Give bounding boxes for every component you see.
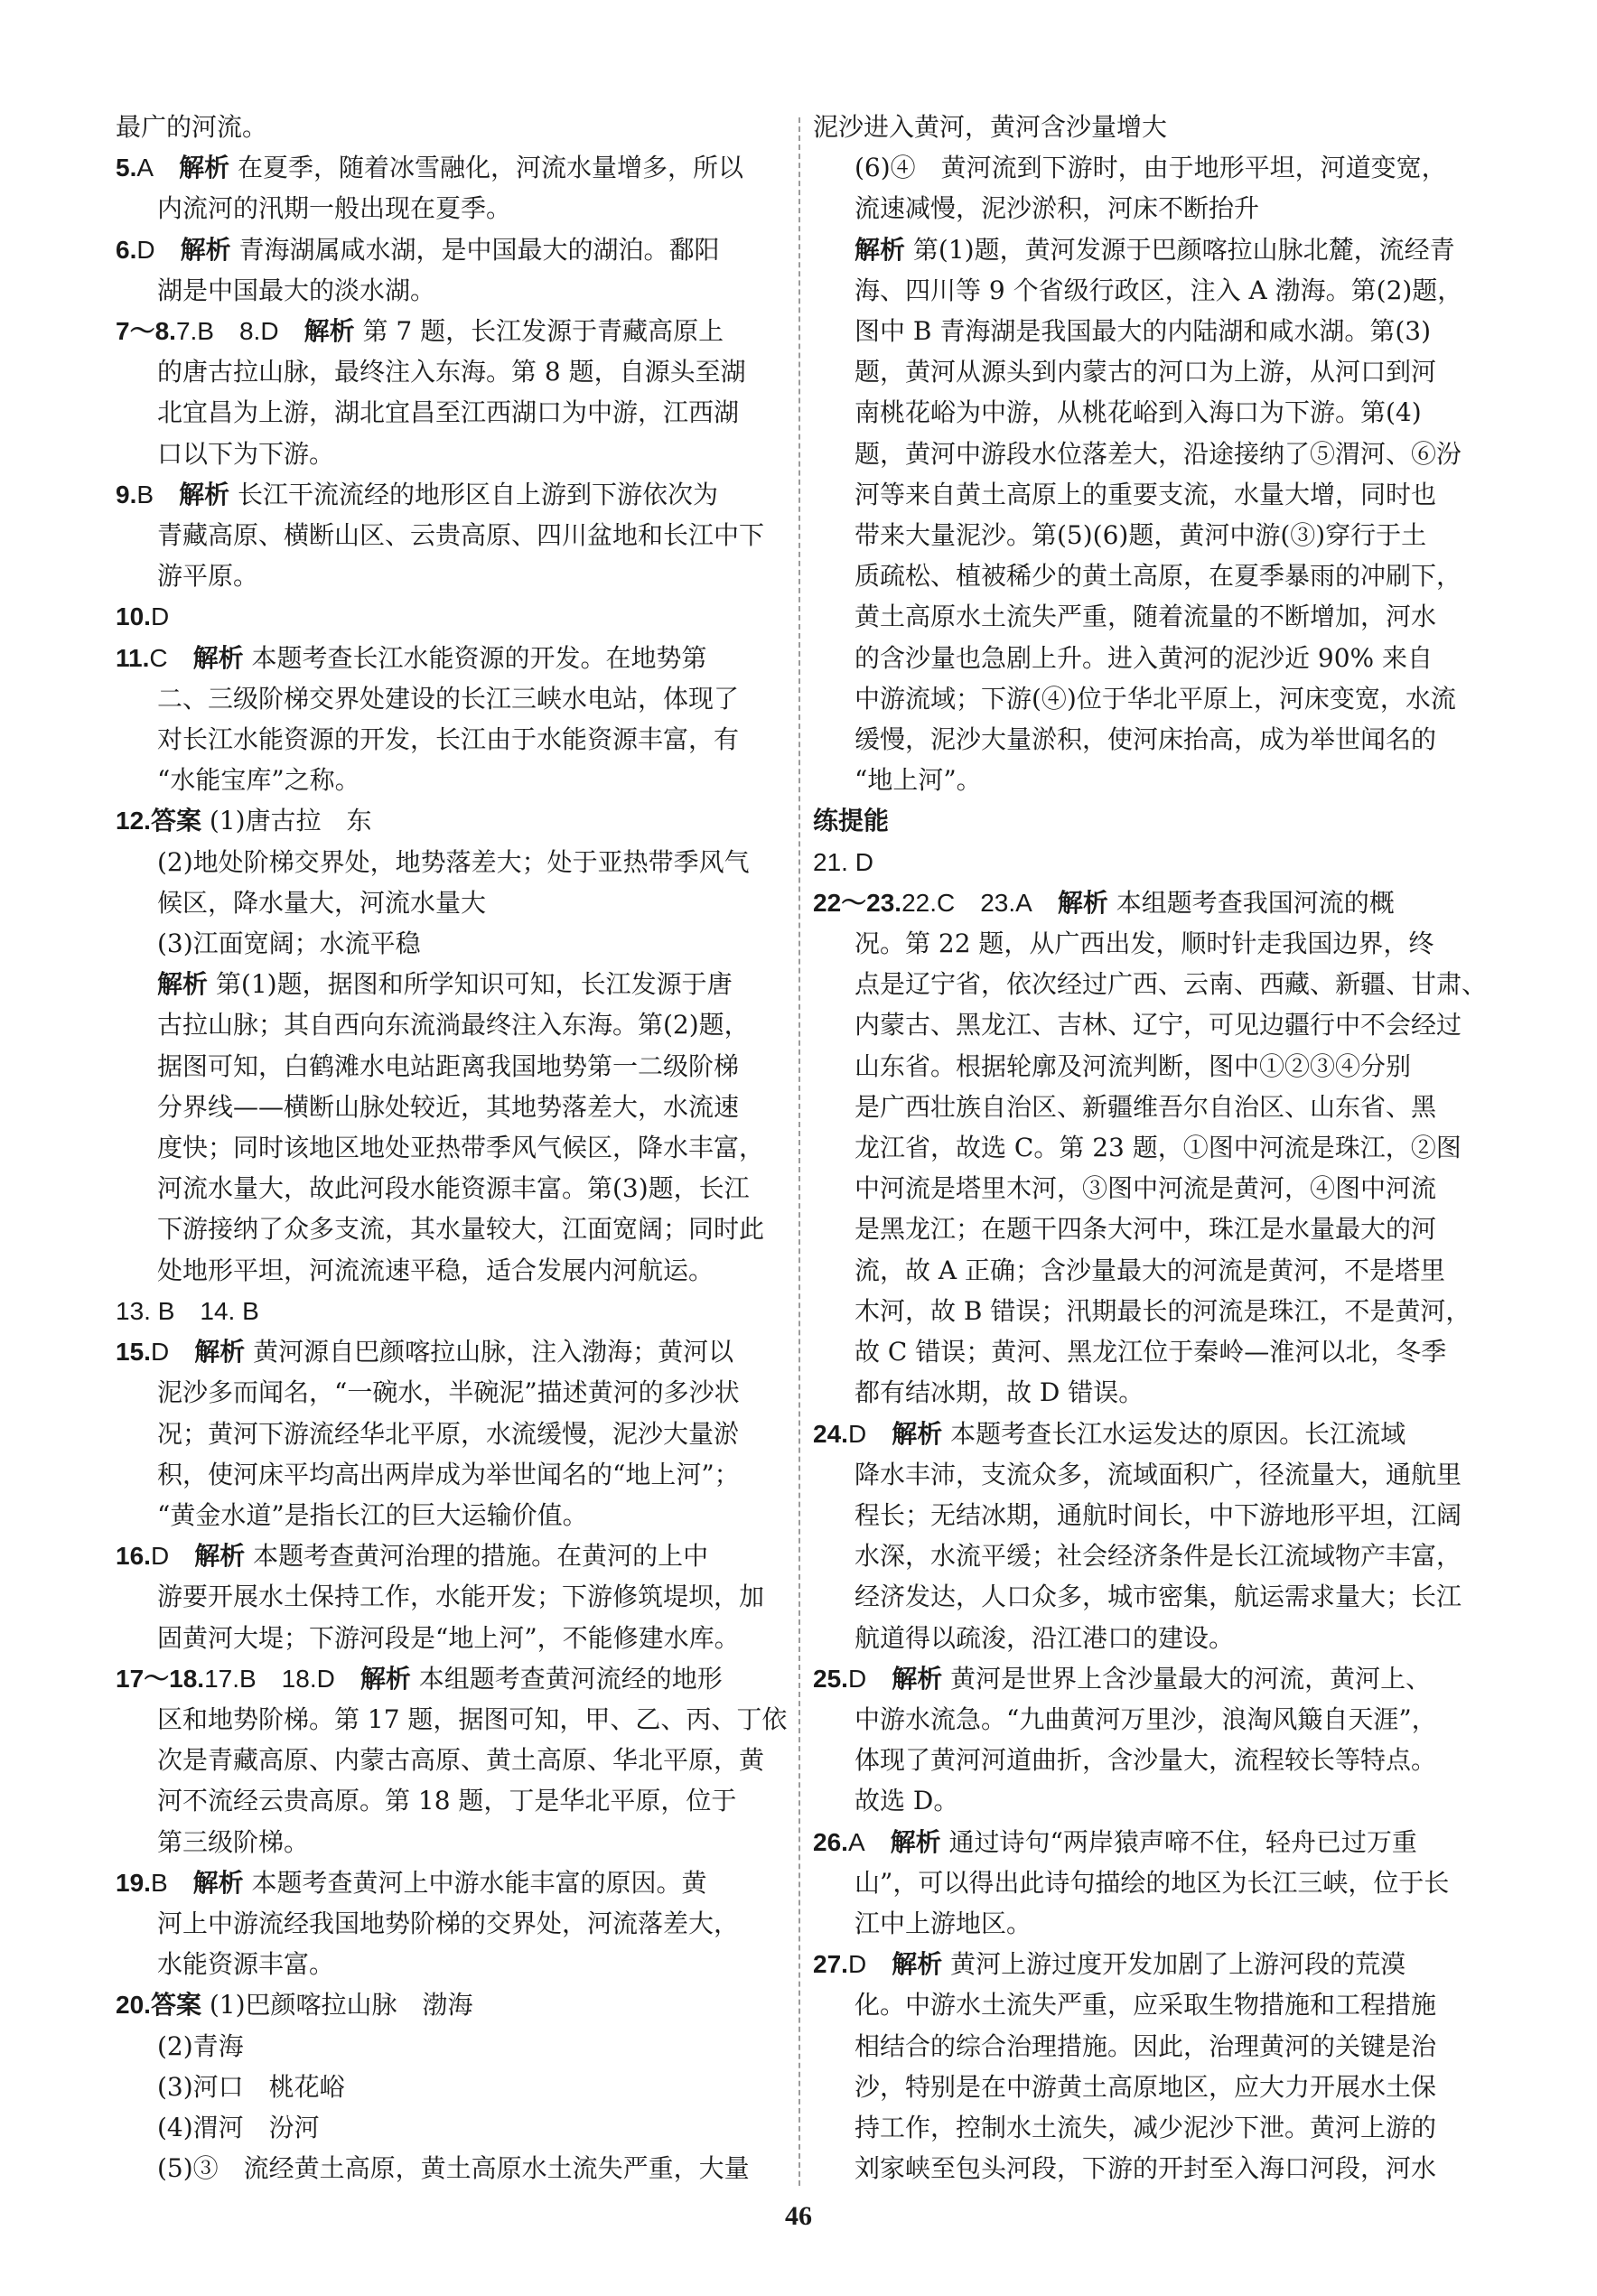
explanation-label: 解析 <box>157 969 209 1000</box>
question-number: 5. <box>116 154 137 182</box>
explanation-line: 积，使河床平均高出两岸成为举世闻名的“地上河”； <box>157 1459 740 1489</box>
answer-first-line: 19.B 解析 本题考查黄河上中游水能丰富的原因。黄 <box>116 1867 707 1898</box>
explanation-line: 古拉山脉；其自西向东流淌最终注入东海。第(2)题， <box>157 1010 750 1041</box>
explanation-line: 水深，水流平缓；社会经济条件是长江流域物产丰富， <box>855 1541 1462 1572</box>
question-number: 15. <box>116 1338 151 1367</box>
explanation-line: 第三级阶梯。 <box>157 1826 310 1857</box>
question-number: 9. <box>116 480 137 509</box>
explanation-line: 程长；无结冰期，通航时间长，中下游地形平坦，江阔 <box>855 1499 1462 1530</box>
answer-choice: D <box>136 235 155 264</box>
question-number: 7～8. <box>116 317 176 346</box>
answer-line: (3)江面宽阔；水流平稳 <box>157 929 421 959</box>
answer-first-line: 26.A 解析 通过诗句“两岸猿声啼不住，轻舟已过万重 <box>813 1826 1417 1857</box>
explanation-line: 龙江省，故选 C。第 23 题，①图中河流是珠江，②图 <box>855 1133 1462 1163</box>
explanation-line: 降水丰沛，支流众多，流域面积广，径流量大，通航里 <box>855 1459 1462 1489</box>
explanation-label: 解析 <box>892 1418 943 1449</box>
explanation-line: 刘家峡至包头河段，下游的开封至入海口河段，河水 <box>855 2153 1437 2184</box>
question-number: 25. <box>813 1664 848 1693</box>
answer-line: (2)地处阶梯交界处，地势落差大；处于亚热带季风气 <box>157 846 750 877</box>
answer-choice: 22.C 23.A <box>901 888 1032 917</box>
answer-line: (6)④ 黄河流到下游时，由于地形平坦，河道变宽， <box>855 153 1447 183</box>
explanation-line: 解析 第(1)题，据图和所学知识可知，长江发源于唐 <box>157 969 733 1000</box>
explanation-line: 泥沙多而闻名，“一碗水，半碗泥”描述黄河的多沙状 <box>157 1377 740 1408</box>
answer-item-q20 <box>116 1984 811 2189</box>
explanation-line: 海、四川等 9 个省级行政区，注入 A 渤海。第(2)题， <box>855 275 1463 305</box>
explanation-line: 持工作，控制水土流失，减少泥沙下泄。黄河上游的 <box>855 2112 1437 2142</box>
explanation-label: 解析 <box>179 479 230 509</box>
answer-first-line: 17～18.17.B 18.D 解析 本组题考查黄河流经的地形 <box>116 1663 723 1694</box>
explanation-line: 度快；同时该地区地处亚热带季风气候区，降水丰富， <box>157 1133 765 1163</box>
answer-item-q6 <box>116 229 811 311</box>
question-number: 11. <box>116 643 150 672</box>
answer-first-line: 27.D 解析 黄河上游过度开发加剧了上游河段的荒漠 <box>813 1949 1406 1980</box>
explanation-line: 题，黄河从源头到内蒙古的河口为上游，从河口到河 <box>855 357 1437 387</box>
question-number: 22～23. <box>813 888 902 917</box>
explanation-line: 质疏松、植被稀少的黄土高原，在夏季暴雨的冲刷下， <box>855 561 1462 592</box>
answer-item-sec <box>813 800 1508 841</box>
explanation-line: 游平原。 <box>157 561 259 592</box>
answer-choice: D <box>847 1950 867 1979</box>
answer-first-line: 12.答案 (1)唐古拉 东 <box>116 806 372 836</box>
explanation-line: 况；黄河下游流经华北平原，水流缓慢，泥沙大量淤 <box>157 1418 740 1449</box>
answer-line: 最广的河流。 <box>116 112 268 142</box>
explanation-label: 解析 <box>890 1826 941 1857</box>
answer-item-q5 <box>116 147 811 229</box>
explanation-line: 故 C 错误；黄河、黑龙江位于秦岭—淮河以北，冬季 <box>855 1337 1447 1367</box>
explanation-line: 带来大量泥沙。第(5)(6)题，黄河中游(③)穿行于土 <box>855 520 1427 551</box>
answer-item-q27 <box>813 1944 1508 2189</box>
answer-item-q24 <box>813 1414 1508 1658</box>
explanation-label: 解析 <box>360 1663 411 1694</box>
explanation-line: 河等来自黄土高原上的重要支流，水量大增，同时也 <box>855 479 1437 509</box>
explanation-line: 航道得以疏浚，沿江港口的建设。 <box>855 1622 1235 1653</box>
explanation-line: 沙，特别是在中游黄土高原地区，应大力开展水土保 <box>855 2071 1437 2102</box>
explanation-line: 南桃花峪为中游，从桃花峪到入海口为下游。第(4) <box>855 397 1422 428</box>
explanation-line: 河上中游流经我国地势阶梯的交界处，河流落差大， <box>157 1908 740 1938</box>
explanation-line: 题，黄河中游段水位落差大，沿途接纳了⑤渭河、⑥汾 <box>855 438 1462 469</box>
answer-first-line: 24.D 解析 本题考查长江水运发达的原因。长江流域 <box>813 1418 1406 1449</box>
explanation-line: 二、三级阶梯交界处建设的长江三峡水电站，体现了 <box>157 683 740 714</box>
explanation-line: 据图可知，白鹤滩水电站距离我国地势第一二级阶梯 <box>157 1050 740 1081</box>
explanation-line: 湖是中国最大的淡水湖。 <box>157 275 436 305</box>
explanation-line: 化。中游水土流失严重，应采取生物措施和工程措施 <box>855 1990 1437 2021</box>
answer-choice: D <box>847 1419 867 1448</box>
explanation-label: 解析 <box>1057 887 1108 918</box>
explanation-label: 解析 <box>855 234 906 265</box>
answer-item-q1314 <box>116 1291 811 1331</box>
question-number: 19. <box>116 1868 151 1897</box>
explanation-label: 解析 <box>192 642 244 673</box>
answer-item-q16 <box>116 1535 811 1658</box>
answer-item-q12 <box>116 800 811 1290</box>
explanation-line: 经济发达，人口众多，城市密集，航运需求量大；长江 <box>855 1582 1462 1612</box>
section-heading: 练提能 <box>813 806 890 836</box>
answer-item-q26 <box>813 1822 1508 1945</box>
left-column <box>116 107 811 2189</box>
answer-first-line: 5.A 解析 在夏季，随着冰雪融化，河流水量增多，所以 <box>116 153 743 183</box>
answer-item-q19 <box>116 1862 811 1985</box>
answer-item-q78 <box>116 311 811 474</box>
answer-choice: A <box>136 154 154 182</box>
answer-label: 答案 <box>150 806 201 836</box>
question-number: 27. <box>813 1950 848 1979</box>
explanation-line: 流，故 A 正确；含沙量最大的河流是黄河，不是塔里 <box>855 1255 1446 1285</box>
explanation-line: 口以下为下游。 <box>157 438 335 469</box>
explanation-line: 分界线——横断山脉处较近，其地势落差大，水流速 <box>157 1091 740 1122</box>
explanation-label: 解析 <box>304 316 355 347</box>
explanation-line: 下游接纳了众多支流，其水量较大，江面宽阔；同时此 <box>157 1214 765 1245</box>
answer-line: 13. B 14. B <box>116 1296 259 1325</box>
answer-first-line: 9.B 解析 长江干流流经的地形区自上游到下游依次为 <box>116 479 718 509</box>
answer-first-line: 15.D 解析 黄河源自巴颜喀拉山脉，注入渤海；黄河以 <box>116 1337 734 1367</box>
answer-line: (4)渭河 汾河 <box>157 2112 320 2142</box>
answer-label: 答案 <box>150 1990 201 2021</box>
answer-choice: A <box>847 1827 865 1856</box>
answer-choice: 17.B 18.D <box>204 1664 335 1693</box>
explanation-line: “地上河”。 <box>855 765 982 796</box>
answer-first-line: 7～8.7.B 8.D 解析 第 7 题，长江发源于青藏高原上 <box>116 316 724 347</box>
question-number: 17～18. <box>116 1664 205 1693</box>
explanation-line: 木河，故 B 错误；汛期最长的河流是珠江，不是黄河， <box>855 1295 1471 1326</box>
explanation-line: 相结合的综合治理措施。因此，治理黄河的关键是治 <box>855 2030 1437 2061</box>
answer-item-r20jx <box>813 229 1508 801</box>
explanation-label: 解析 <box>892 1663 943 1694</box>
explanation-label: 解析 <box>179 153 230 183</box>
answer-item-r0 <box>813 107 1508 229</box>
question-number: 26. <box>813 1827 848 1856</box>
question-number: 10. <box>116 602 151 631</box>
answer-choice: B <box>136 480 154 509</box>
explanation-line: 都有结冰期，故 D 错误。 <box>855 1377 1144 1408</box>
explanation-line: 青藏高原、横断山区、云贵高原、四川盆地和长江中下 <box>157 520 765 551</box>
answer-choice: B <box>150 1868 168 1897</box>
explanation-line: 次是青藏高原、内蒙古高原、黄土高原、华北平原，黄 <box>157 1745 765 1776</box>
answer-first-line: 11.C 解析 本题考查长江水能资源的开发。在地势第 <box>116 642 707 673</box>
question-number: 6. <box>116 235 137 264</box>
answer-choice: D <box>150 602 170 631</box>
explanation-line: 内蒙古、黑龙江、吉林、辽宁，可见边疆行中不会经过 <box>855 1010 1462 1041</box>
question-number: 16. <box>116 1542 151 1571</box>
explanation-line: 游要开展水土保持工作，水能开发；下游修筑堤坝，加 <box>157 1582 765 1612</box>
answer-first-line: 16.D 解析 本题考查黄河治理的措施。在黄河的上中 <box>116 1541 709 1572</box>
explanation-line: 区和地势阶梯。第 17 题，据图可知，甲、乙、丙、丁依 <box>157 1703 788 1734</box>
explanation-line: 江中上游地区。 <box>855 1908 1032 1938</box>
answer-choice: D <box>150 1338 170 1367</box>
column-divider <box>798 117 800 2186</box>
answer-first-line <box>116 596 811 637</box>
explanation-line: 是广西壮族自治区、新疆维吾尔自治区、山东省、黑 <box>855 1091 1437 1122</box>
right-column <box>813 107 1508 2189</box>
explanation-line: 山”，可以得出此诗句描绘的地区为长江三峡，位于长 <box>855 1867 1450 1898</box>
answer-item-q25 <box>813 1658 1508 1822</box>
answer-item-q15 <box>116 1331 811 1535</box>
answer-line: 泥沙进入黄河，黄河含沙量增大 <box>813 112 1168 142</box>
explanation-line: 况。第 22 题，从广西出发，顺时针走我国边界，终 <box>855 929 1434 959</box>
explanation-line: 固黄河大堤；下游河段是“地上河”，不能修建水库。 <box>157 1622 740 1653</box>
explanation-line: 内流河的汛期一般出现在夏季。 <box>157 193 512 224</box>
explanation-line: “水能宝库”之称。 <box>157 765 360 796</box>
answer-line: (3)河口 桃花峪 <box>157 2071 345 2102</box>
explanation-line: “黄金水道”是指长江的巨大运输价值。 <box>157 1499 588 1530</box>
explanation-label: 解析 <box>892 1949 943 1980</box>
answer-item-q9 <box>116 474 811 597</box>
answer-choice: D <box>847 1664 867 1693</box>
explanation-line: 解析 第(1)题，黄河发源于巴颜喀拉山脉北麓，流经青 <box>855 234 1455 265</box>
explanation-line: 缓慢，泥沙大量淤积，使河床抬高，成为举世闻名的 <box>855 724 1437 755</box>
question-number: 24. <box>813 1419 848 1448</box>
answer-item-q21 <box>813 842 1508 882</box>
explanation-line: 山东省。根据轮廓及河流判断，图中①②③④分别 <box>855 1050 1412 1081</box>
answer-first-line: 20.答案 (1)巴颜喀拉山脉 渤海 <box>116 1990 473 2021</box>
answer-item-q11 <box>116 638 811 801</box>
page-number: 46 <box>785 2201 812 2231</box>
explanation-label: 解析 <box>194 1541 246 1572</box>
answer-choice: D <box>150 1542 170 1571</box>
answer-line: (2)青海 <box>157 2030 244 2061</box>
answer-item-q2223 <box>813 882 1508 1414</box>
explanation-line: 是黑龙江；在题干四条大河中，珠江是水量最大的河 <box>855 1214 1437 1245</box>
explanation-label: 解析 <box>194 1337 246 1367</box>
question-number: 20. <box>116 1991 151 2020</box>
explanation-line: 水能资源丰富。 <box>157 1949 335 1980</box>
explanation-line: 中游水流急。“九曲黄河万里沙，浪淘风簸自天涯”， <box>855 1703 1437 1734</box>
explanation-line: 黄土高原水土流失严重，随着流量的不断增加，河水 <box>855 602 1437 632</box>
explanation-line: 图中 B 青海湖是我国最大的内陆湖和咸水湖。第(3) <box>855 316 1432 347</box>
answer-first-line: 25.D 解析 黄河是世界上含沙量最大的河流，黄河上、 <box>813 1663 1432 1694</box>
explanation-line: 河流水量大，故此河段水能资源丰富。第(3)题，长江 <box>157 1173 750 1204</box>
explanation-label: 解析 <box>192 1867 244 1898</box>
explanation-line: 体现了黄河河道曲折，含沙量大，流程较长等特点。 <box>855 1745 1437 1776</box>
answer-line: 流速减慢，泥沙淤积，河床不断抬升 <box>855 193 1260 224</box>
answer-choice: C <box>149 643 168 672</box>
answer-choice: 7.B 8.D <box>175 317 279 346</box>
answer-first-line: 6.D 解析 青海湖属咸水湖，是中国最大的湖泊。鄱阳 <box>116 234 720 265</box>
explanation-line: 中河流是塔里木河，③图中河流是黄河，④图中河流 <box>855 1173 1437 1204</box>
explanation-label: 解析 <box>180 234 231 265</box>
explanation-line: 处地形平坦，河流流速平稳，适合发展内河航运。 <box>157 1255 714 1285</box>
explanation-line: 对长江水能资源的开发，长江由于水能资源丰富，有 <box>157 724 740 755</box>
answer-line: (5)③ 流经黄土高原，黄土高原水土流失严重，大量 <box>157 2153 750 2184</box>
answer-item-q10 <box>116 596 811 637</box>
explanation-line: 的唐古拉山脉，最终注入东海。第 8 题，自源头至湖 <box>157 357 746 387</box>
explanation-line: 的含沙量也急剧上升。进入黄河的泥沙近 90% 来自 <box>855 642 1434 673</box>
explanation-line: 河不流经云贵高原。第 18 题，丁是华北平原，位于 <box>157 1786 737 1816</box>
explanation-line: 中游流域；下游(④)位于华北平原上，河床变宽，水流 <box>855 683 1456 714</box>
explanation-line: 北宜昌为上游，湖北宜昌至江西湖口为中游，江西湖 <box>157 397 740 428</box>
answer-line: 候区，降水量大，河流水量大 <box>157 887 487 918</box>
question-number: 12. <box>116 807 151 835</box>
answer-item-l0 <box>116 107 811 147</box>
answer-first-line: 22～23.22.C 23.A 解析 本组题考查我国河流的概 <box>813 887 1395 918</box>
explanation-line: 故选 D。 <box>855 1786 959 1816</box>
answer-item-q1718 <box>116 1658 811 1862</box>
explanation-line: 点是辽宁省，依次经过广西、云南、西藏、新疆、甘肃、 <box>855 969 1488 1000</box>
answer-line: 21. D <box>813 847 873 876</box>
